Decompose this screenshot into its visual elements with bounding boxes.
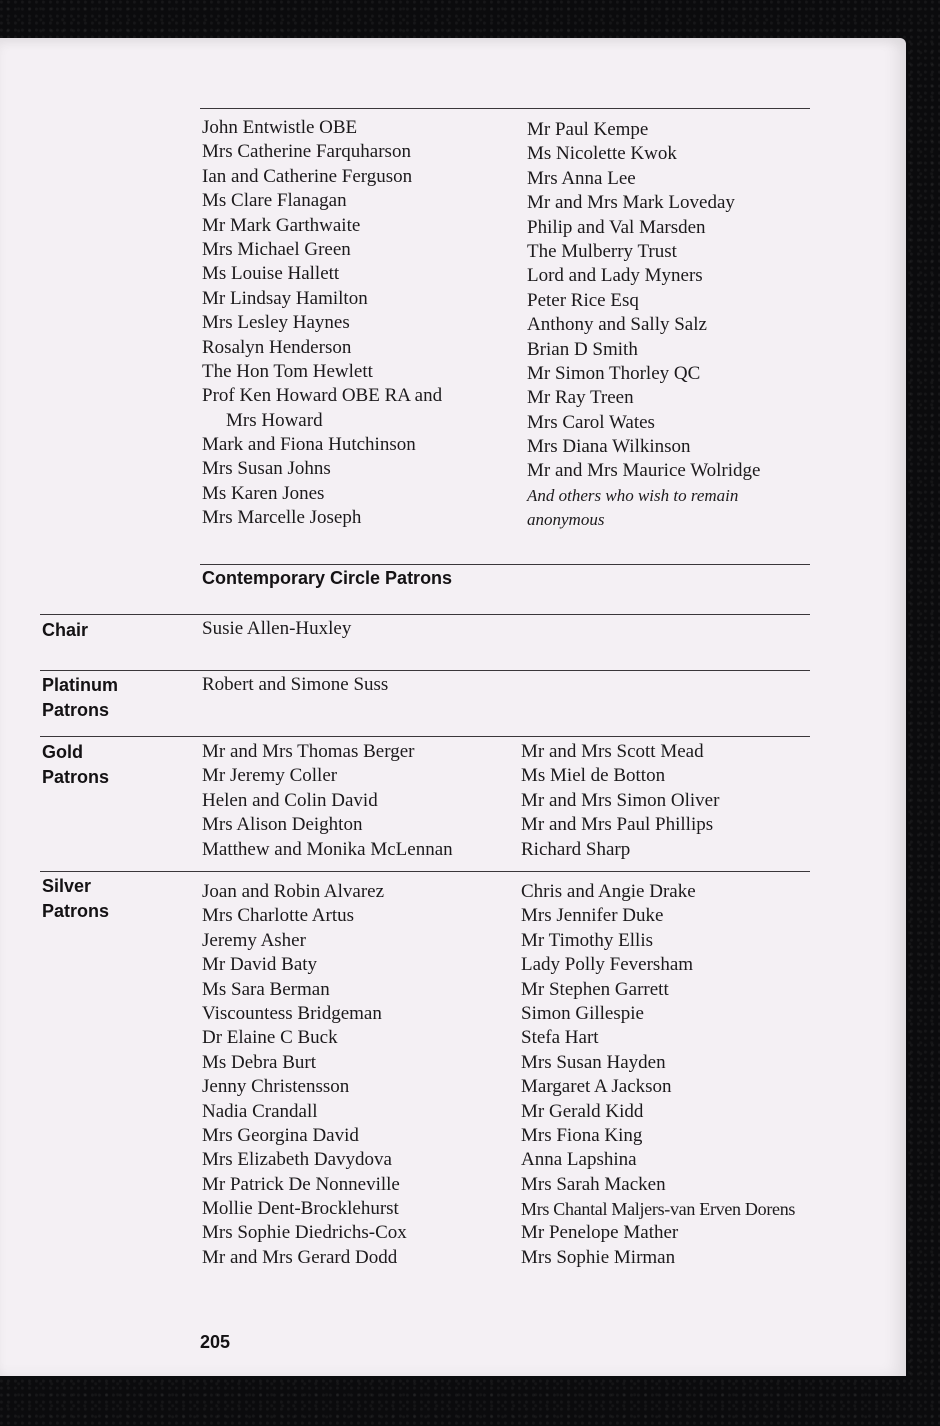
silver-right-name-list bbox=[521, 880, 795, 1270]
name-entry: Helen and Colin David bbox=[202, 789, 378, 811]
name-entry: Mrs Lesley Haynes bbox=[202, 312, 350, 334]
top-rule bbox=[200, 108, 810, 109]
name-entry: Mrs Carol Wates bbox=[527, 411, 655, 433]
name-entry: Mr Stephen Garrett bbox=[521, 978, 669, 1000]
name-entry-continued: Mrs Howard bbox=[226, 409, 323, 431]
name-entry: Mrs Sophie Diedrichs-Cox bbox=[202, 1222, 407, 1244]
name-entry: The Hon Tom Hewlett bbox=[202, 360, 373, 382]
name-entry: Mr David Baty bbox=[202, 954, 318, 976]
name-entry: Ms Karen Jones bbox=[202, 482, 325, 504]
name-entry: Mrs Alison Deighton bbox=[202, 814, 363, 836]
name-entry: Mrs Anna Lee bbox=[527, 167, 636, 189]
name-entry: Richard Sharp bbox=[521, 838, 631, 860]
name-entry: Mr Timothy Ellis bbox=[521, 929, 653, 951]
section-rule bbox=[40, 670, 810, 671]
name-entry: Mrs Georgina David bbox=[202, 1124, 359, 1146]
name-entry: Ms Nicolette Kwok bbox=[527, 143, 677, 165]
silver-left-name-list bbox=[202, 880, 407, 1270]
name-entry: Nadia Crandall bbox=[202, 1100, 318, 1122]
name-entry: Anthony and Sally Salz bbox=[527, 314, 707, 336]
name-entry: Mr Lindsay Hamilton bbox=[202, 287, 368, 309]
name-entry: Mrs Fiona King bbox=[521, 1124, 643, 1146]
name-entry: Mrs Sophie Mirman bbox=[521, 1246, 676, 1268]
section-rule bbox=[40, 614, 810, 615]
name-entry: Jeremy Asher bbox=[202, 929, 306, 951]
top-right-name-list bbox=[527, 118, 760, 533]
name-entry: Mr Jeremy Coller bbox=[202, 765, 338, 787]
name-entry: Mr Mark Garthwaite bbox=[202, 214, 361, 236]
name-entry: Mrs Catherine Farquharson bbox=[202, 141, 411, 163]
name-entry: Mrs Marcelle Joseph bbox=[202, 507, 362, 529]
name-entry: Philip and Val Marsden bbox=[527, 216, 706, 238]
name-entry: Matthew and Monika McLennan bbox=[202, 838, 453, 860]
gold-left-name-list bbox=[202, 740, 453, 862]
section-rule bbox=[200, 564, 810, 565]
name-entry: Brian D Smith bbox=[527, 338, 638, 360]
silver-label: Silver Patrons bbox=[42, 876, 110, 921]
platinum-name: Robert and Simone Suss bbox=[202, 674, 389, 695]
name-entry: Mark and Fiona Hutchinson bbox=[202, 434, 416, 456]
name-entry: Prof Ken Howard OBE RA and bbox=[202, 385, 443, 407]
name-entry: Jenny Christensson bbox=[202, 1076, 350, 1098]
name-entry: Mr Paul Kempe bbox=[527, 119, 649, 140]
section-heading: Contemporary Circle Patrons bbox=[202, 568, 453, 588]
name-entry: Mrs Diana Wilkinson bbox=[527, 436, 691, 458]
name-entry: Rosalyn Henderson bbox=[202, 336, 352, 358]
name-entry: Viscountess Bridgeman bbox=[202, 1002, 382, 1024]
name-entry: Lady Polly Feversham bbox=[521, 954, 694, 976]
name-entry: Margaret A Jackson bbox=[521, 1076, 672, 1098]
section-rule bbox=[40, 871, 810, 872]
name-entry: Ms Miel de Botton bbox=[521, 765, 666, 787]
name-entry: Mr and Mrs Gerard Dodd bbox=[202, 1246, 398, 1268]
name-entry: Mrs Susan Hayden bbox=[521, 1051, 666, 1073]
name-entry: Peter Rice Esq bbox=[527, 289, 639, 311]
name-entry: Mrs Michael Green bbox=[202, 238, 351, 260]
gold-right-name-list bbox=[521, 740, 719, 862]
name-entry: Mr and Mrs Mark Loveday bbox=[527, 192, 735, 214]
name-entry: Chris and Angie Drake bbox=[521, 881, 696, 902]
name-entry: Ms Louise Hallett bbox=[202, 263, 340, 285]
top-left-name-list bbox=[202, 116, 442, 531]
name-entry: Mr and Mrs Thomas Berger bbox=[202, 741, 415, 762]
gold-label: Gold Patrons bbox=[42, 742, 110, 787]
anonymous-note: anonymous bbox=[527, 510, 605, 530]
name-entry: Mrs Elizabeth Davydova bbox=[202, 1149, 392, 1171]
section-rule bbox=[40, 736, 810, 737]
name-entry: Ms Debra Burt bbox=[202, 1051, 316, 1073]
name-entry: Mr and Mrs Paul Phillips bbox=[521, 814, 714, 836]
name-entry: Stefa Hart bbox=[521, 1027, 599, 1049]
name-entry: Mr Penelope Mather bbox=[521, 1222, 679, 1244]
name-entry: Mrs Chantal Maljers-van Erven Dorens bbox=[521, 1199, 796, 1220]
anonymous-note: And others who wish to remain bbox=[527, 485, 739, 505]
chair-name: Susie Allen-Huxley bbox=[202, 618, 352, 639]
name-entry: Mr Simon Thorley QC bbox=[527, 362, 701, 384]
book-page bbox=[0, 38, 906, 1376]
name-entry: Ms Clare Flanagan bbox=[202, 190, 347, 212]
name-entry: Mr and Mrs Maurice Wolridge bbox=[527, 460, 761, 482]
name-entry: Mr and Mrs Scott Mead bbox=[521, 741, 704, 762]
name-entry: Mr Ray Treen bbox=[527, 387, 634, 409]
name-entry: Joan and Robin Alvarez bbox=[202, 881, 385, 902]
name-entry: Anna Lapshina bbox=[521, 1149, 637, 1171]
name-entry: Mrs Susan Johns bbox=[202, 458, 331, 480]
name-entry: Mr Gerald Kidd bbox=[521, 1100, 644, 1122]
name-entry: Simon Gillespie bbox=[521, 1002, 644, 1024]
name-entry: Ms Sara Berman bbox=[202, 978, 330, 1000]
name-entry: Mrs Charlotte Artus bbox=[202, 905, 354, 927]
name-entry: Mrs Sarah Macken bbox=[521, 1173, 666, 1195]
name-entry: John Entwistle OBE bbox=[202, 117, 358, 138]
page-number: 205 bbox=[200, 1332, 231, 1352]
name-entry: Lord and Lady Myners bbox=[527, 265, 703, 287]
platinum-label: Platinum Patrons bbox=[42, 675, 119, 720]
name-entry: Mr Patrick De Nonneville bbox=[202, 1173, 400, 1195]
name-entry: The Mulberry Trust bbox=[527, 240, 677, 262]
name-entry: Ian and Catherine Ferguson bbox=[202, 165, 413, 187]
chair-label: Chair bbox=[42, 620, 89, 640]
name-entry: Mollie Dent-Brocklehurst bbox=[202, 1198, 399, 1220]
name-entry: Dr Elaine C Buck bbox=[202, 1027, 338, 1049]
name-entry: Mrs Jennifer Duke bbox=[521, 905, 664, 927]
name-entry: Mr and Mrs Simon Oliver bbox=[521, 789, 720, 811]
